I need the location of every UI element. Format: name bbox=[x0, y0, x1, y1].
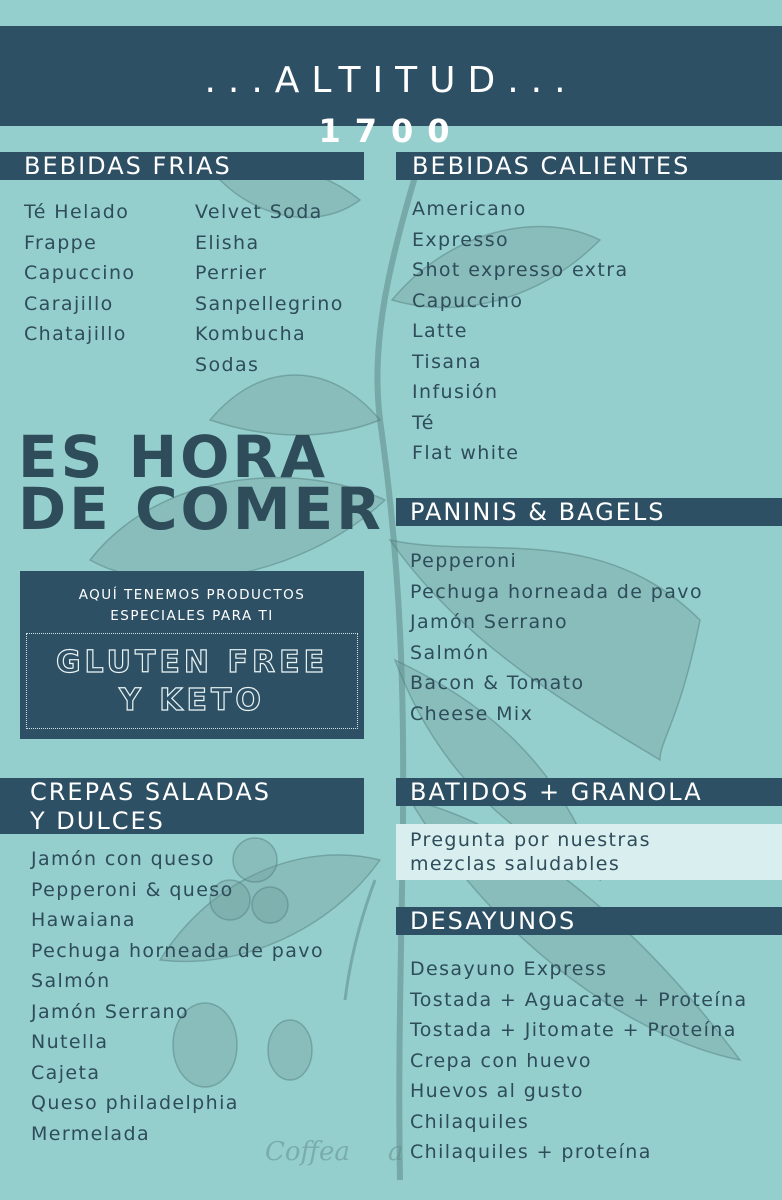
list-item: Jamón Serrano bbox=[31, 1000, 190, 1023]
promo-line-1: AQUÍ TENEMOS PRODUCTOS bbox=[78, 587, 306, 603]
section-heading-desayunos: DESAYUNOS bbox=[396, 907, 782, 935]
hero-line-1: ES HORA bbox=[18, 423, 328, 491]
list-item: Jamón Serrano bbox=[410, 611, 569, 633]
bebidas-frias-list-col2 bbox=[195, 197, 344, 380]
section-heading-crepas bbox=[0, 778, 364, 834]
paninis-list bbox=[410, 546, 703, 729]
batidos-note-line-2: mezclas saludables bbox=[410, 853, 621, 875]
list-item: Infusión bbox=[412, 381, 499, 403]
promo-text bbox=[20, 585, 364, 627]
list-item: Shot expresso extra bbox=[412, 259, 629, 281]
header-number: 1700 bbox=[318, 112, 464, 150]
list-item: Pepperoni & queso bbox=[31, 878, 234, 901]
list-item: Capuccino bbox=[24, 262, 136, 284]
list-item: Tostada + Aguacate + Proteína bbox=[410, 988, 748, 1011]
promo-keto: Y KETO bbox=[119, 683, 265, 718]
list-item: Cheese Mix bbox=[410, 702, 534, 725]
svg-text:Coffea: Coffea bbox=[265, 1137, 350, 1167]
section-heading-bebidas-frias: BEBIDAS FRIAS bbox=[0, 152, 364, 180]
list-item: Latte bbox=[412, 320, 468, 342]
list-item: Velvet Soda bbox=[195, 201, 323, 223]
header-band bbox=[0, 26, 782, 150]
header-title: ...ALTITUD... bbox=[204, 60, 578, 101]
list-item: Chilaquiles + proteína bbox=[410, 1141, 652, 1163]
list-item: Té Helado bbox=[24, 201, 130, 223]
list-item: Americano bbox=[412, 198, 527, 220]
promo-box bbox=[20, 571, 364, 739]
list-item: Kombucha bbox=[195, 323, 307, 345]
section-heading-paninis: PANINIS & BAGELS bbox=[396, 498, 782, 526]
batidos-note-line-1: Pregunta por nuestras bbox=[410, 829, 651, 851]
promo-line-2: ESPECIALES PARA TI bbox=[110, 608, 274, 624]
list-item: Mermelada bbox=[31, 1122, 150, 1145]
section-heading-batidos: BATIDOS + GRANOLA bbox=[396, 778, 782, 806]
list-item: Chilaquiles bbox=[410, 1110, 530, 1133]
list-item: Crepa con huevo bbox=[410, 1049, 592, 1072]
promo-gluten-free: GLUTEN FREE bbox=[55, 645, 329, 680]
list-item: Tisana bbox=[412, 350, 482, 373]
list-item: Carajillo bbox=[24, 292, 114, 315]
list-item: Capuccino bbox=[412, 289, 524, 312]
list-item: Queso philadelphia bbox=[31, 1092, 239, 1114]
list-item: Bacon & Tomato bbox=[410, 672, 585, 694]
list-item: Jamón con queso bbox=[31, 848, 215, 870]
list-item: Cajeta bbox=[31, 1061, 101, 1084]
list-item: Pechuga horneada de pavo bbox=[410, 580, 703, 603]
list-item: Chatajillo bbox=[24, 323, 127, 345]
list-item: Huevos al gusto bbox=[410, 1080, 584, 1102]
hero-line-2: DE COMER bbox=[18, 475, 384, 543]
svg-text:a: a bbox=[388, 1137, 404, 1167]
crepas-heading-line-1: CREPAS SALADAS bbox=[30, 778, 271, 806]
list-item: Tostada + Jitomate + Proteína bbox=[410, 1019, 737, 1041]
list-item: Expresso bbox=[412, 228, 510, 251]
promo-frame bbox=[26, 633, 358, 729]
list-item: Perrier bbox=[195, 262, 268, 284]
list-item: Salmón bbox=[31, 970, 111, 992]
list-item: Flat white bbox=[412, 442, 520, 464]
list-item: Té bbox=[412, 411, 435, 434]
list-item: Pepperoni bbox=[410, 550, 518, 572]
section-heading-bebidas-calientes: BEBIDAS CALIENTES bbox=[396, 152, 782, 180]
list-item: Elisha bbox=[195, 231, 260, 254]
bebidas-frias-list-col1 bbox=[24, 197, 135, 350]
bebidas-calientes-list bbox=[412, 194, 629, 469]
list-item: Salmón bbox=[410, 641, 490, 664]
crepas-heading-line-2: Y DULCES bbox=[30, 807, 165, 835]
list-item: Hawaiana bbox=[31, 909, 136, 931]
list-item: Frappe bbox=[24, 231, 98, 254]
list-item: Pechuga horneada de pavo bbox=[31, 939, 324, 962]
list-item: Nutella bbox=[31, 1031, 109, 1053]
list-item: Sanpellegrino bbox=[195, 292, 344, 315]
list-item: Desayuno Express bbox=[410, 958, 608, 980]
desayunos-list bbox=[410, 954, 748, 1168]
list-item: Sodas bbox=[195, 353, 260, 376]
batidos-note-box bbox=[396, 824, 782, 880]
crepas-list bbox=[31, 844, 324, 1149]
